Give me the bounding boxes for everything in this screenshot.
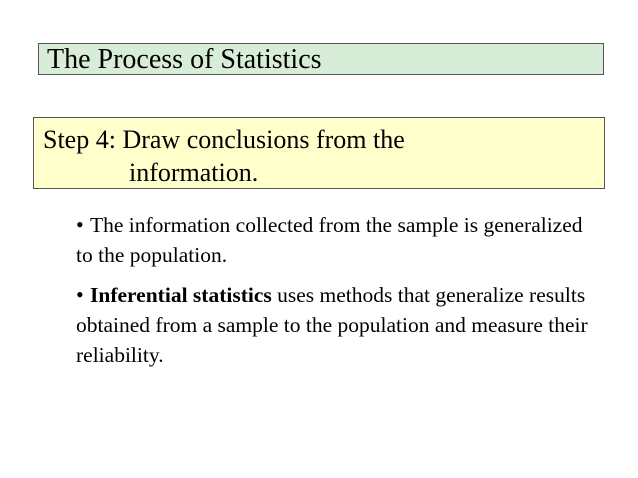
slide-title: The Process of Statistics xyxy=(47,44,322,75)
bullet-list xyxy=(76,210,596,380)
step-heading-line-1: Step 4: Draw conclusions from the xyxy=(43,125,405,154)
title-box xyxy=(38,43,604,75)
bullet-text: The information collected from the sample is generalized to the population. xyxy=(76,213,583,267)
bullet-item xyxy=(76,280,596,370)
bullet-marker: • xyxy=(76,212,84,237)
bold-term: Inferential statistics xyxy=(90,283,272,307)
step-box xyxy=(33,117,605,189)
bullet-marker: • xyxy=(76,282,84,307)
bullet-item xyxy=(76,210,596,270)
bullet-text: uses methods that generalize results obtained from a sample to the population and measure their reliability. xyxy=(76,283,588,367)
step-heading-line-2: information. xyxy=(129,158,259,187)
